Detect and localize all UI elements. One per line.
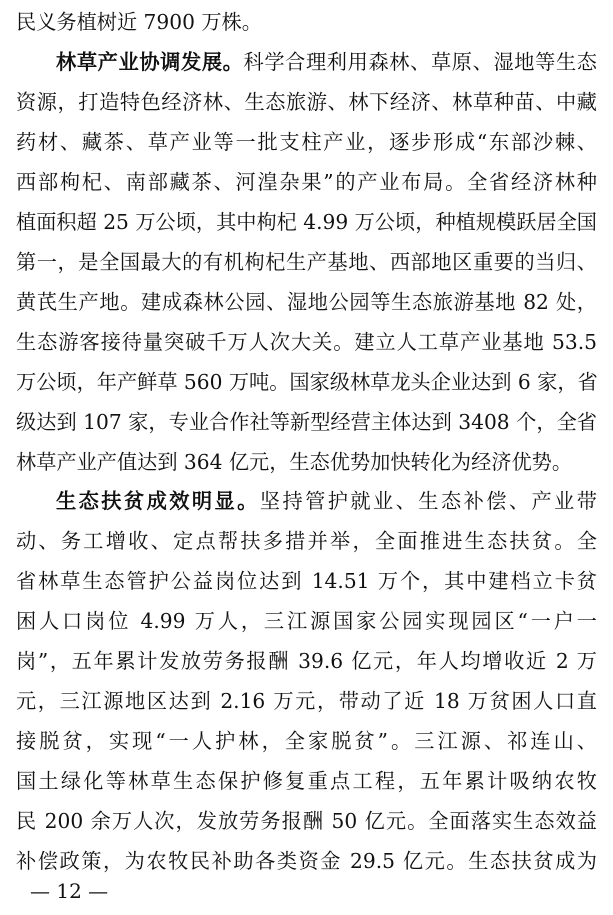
paragraph-first-line bbox=[56, 44, 597, 80]
paragraph-line: 岗”，五年累计发放劳务报酬 39.6 亿元，年人均增收近 2 万 bbox=[16, 649, 597, 674]
paragraph-line: 民义务植树近 7900 万株。 bbox=[16, 10, 262, 34]
paragraph-line: 接脱贫，实现“一人护林，全家脱贫”。三江源、祁连山、 bbox=[16, 729, 597, 754]
section-heading: 林草产业协调发展。 bbox=[56, 50, 244, 74]
paragraph-first-line bbox=[56, 483, 597, 519]
paragraph-line: 民 200 余万人次，发放劳务报酬 50 亿元。全面落实生态效益 bbox=[16, 809, 597, 833]
paragraph-line: 第一，是全国最大的有机枸杞生产基地、西部地区重要的当归、 bbox=[16, 249, 597, 274]
page-number: — 12 — bbox=[30, 879, 109, 903]
paragraph-line: 资源，打造特色经济林、生态旅游、林下经济、林草种苗、中藏 bbox=[16, 89, 597, 114]
paragraph-line: 补偿政策，为农牧民补助各类资金 29.5 亿元。生态扶贫成为 bbox=[16, 849, 597, 873]
paragraph-line: 动、务工增收、定点帮扶多措并举，全面推进生态扶贫。全 bbox=[16, 529, 597, 554]
paragraph-line: 植面积超 25 万公顷，其中枸杞 4.99 万公顷，种植规模跃居全国 bbox=[16, 209, 597, 234]
paragraph-line-text: 科学合理利用森林、草原、湿地等生态 bbox=[243, 50, 597, 74]
paragraph-line: 万公顷，年产鲜草 560 万吨。国家级林草龙头企业达到 6 家，省 bbox=[16, 369, 598, 394]
paragraph-line-text: 坚持管护就业、生态补偿、产业带 bbox=[259, 489, 597, 514]
paragraph-line: 林草产业产值达到 364 亿元，生态优势加快转化为经济优势。 bbox=[16, 449, 573, 474]
paragraph-line: 省林草生态管护公益岗位达到 14.51 万个，其中建档立卡贫 bbox=[16, 569, 597, 594]
paragraph-line: 元，三江源地区达到 2.16 万元，带动了近 18 万贫困人口直 bbox=[16, 689, 597, 714]
paragraph-line: 西部枸杞、南部藏茶、河湟杂果”的产业布局。全省经济林种 bbox=[16, 169, 597, 194]
paragraph-line: 生态游客接待量突破千万人次大关。建立人工草产业基地 53.5 bbox=[16, 329, 597, 354]
paragraph-line: 国土绿化等林草生态保护修复重点工程，五年累计吸纳农牧 bbox=[16, 769, 597, 794]
paragraph-line: 困人口岗位 4.99 万人，三江源国家公园实现园区“一户一 bbox=[16, 609, 597, 634]
section-heading: 生态扶贫成效明显。 bbox=[56, 489, 260, 514]
paragraph-line: 级达到 107 家，专业合作社等新型经营主体达到 3408 个，全省 bbox=[16, 409, 597, 434]
paragraph-line: 药材、藏茶、草产业等一批支柱产业，逐步形成“东部沙棘、 bbox=[16, 129, 597, 154]
paragraph-line: 黄芪生产地。建成森林公园、湿地公园等生态旅游基地 82 处， bbox=[16, 289, 597, 314]
